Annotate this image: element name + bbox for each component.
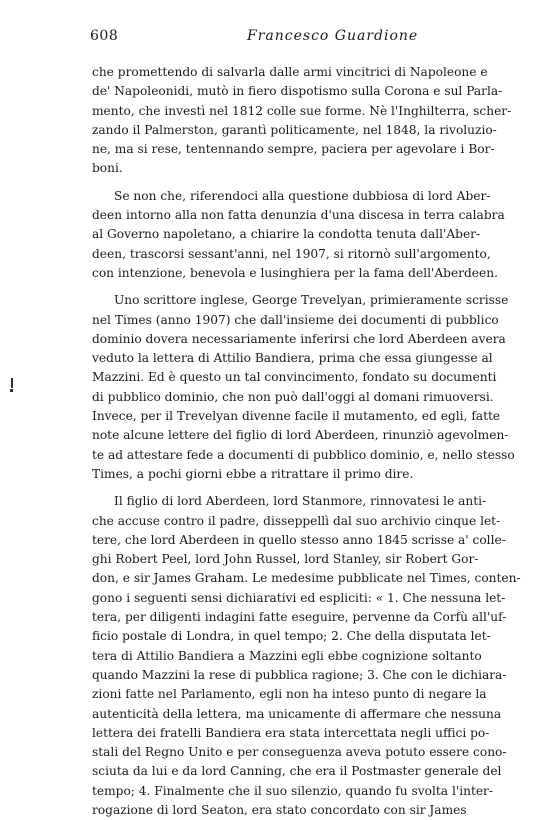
text-line: che accuse contro il padre, disseppellì dal suo archivio cinque let-: [92, 513, 501, 528]
running-title: Francesco Guardione: [247, 28, 419, 44]
text-line: zioni fatte nel Parlamento, egli non ha inteso punto di negare la: [92, 687, 487, 702]
text-line: tere, che lord Aberdeen in quello stesso anno 1845 scrisse a' colle-: [92, 532, 506, 547]
text-line: veduto la lettera di Attilio Bandiera, prima che essa giungesse al: [92, 351, 493, 366]
text-line: deen, trascorsi sessant'anni, nel 1907, si ritornò sull'argomento,: [92, 246, 491, 261]
text-line: Mazzini. Ed è questo un tal convincimento, fondato su documenti: [92, 370, 497, 385]
text-line: al Governo napoletano, a chiarire la condotta tenuta dall'Aber-: [92, 227, 481, 242]
running-head: [90, 28, 536, 50]
text-line: de' Napoleonidi, mutò in fiero dispotismo sulla Corona e sul Parla-: [92, 84, 503, 99]
text-line: ficio postale di Londra, in quel tempo; 2. Che della disputata let-: [92, 629, 491, 644]
text-line: boni.: [92, 161, 123, 176]
text-line: zando il Palmerston, garantì politicamente, nel 1848, la rivoluzio-: [92, 122, 497, 137]
text-line: tera, per diligenti indagini fatte eseguire, pervenne da Corfù all'uf-: [92, 610, 507, 625]
text-line: te ad attestare fede a documenti di pubblico dominio, e, nello stesso: [92, 447, 515, 462]
text-line: Se non che, riferendoci alla questione dubbiosa di lord Aber-: [114, 188, 491, 203]
text-line: con intenzione, benevola e lusinghiera per la fama dell'Aberdeen.: [92, 265, 498, 280]
margin-mark-dot: [10, 389, 13, 392]
text-line: che promettendo di salvarla dalle armi vincitrici di Napoleone e: [92, 65, 488, 79]
text-line: lettera dei fratelli Bandiera era stata intercettata negli uffici po-: [92, 725, 490, 740]
text-line: don, e sir James Graham. Le medesime pubblicate nel Times, conten-: [92, 571, 521, 586]
text-line: deen intorno alla non fatta denunzia d'una discesa in terra calabra: [92, 208, 505, 223]
text-line: Times, a pochi giorni ebbe a ritrattare il primo dire.: [92, 466, 414, 481]
paragraph-gap: [92, 179, 522, 187]
text-line: di pubblico dominio, che non può dall'oggi al domani rimuoversi.: [92, 389, 494, 404]
text-line: note alcune lettere del figlio di lord Aberdeen, rinunziò agevolmen-: [92, 428, 509, 443]
body-text: [92, 63, 522, 820]
paragraph: [92, 492, 522, 820]
paragraph: [92, 291, 522, 484]
text-line: sciuta da lui e da lord Canning, che era il Postmaster generale del: [92, 764, 502, 779]
paragraph: [92, 187, 522, 283]
text-line: ne, ma si rese, tentennando sempre, paciera per agevolare i Bor-: [92, 142, 495, 157]
paragraph-gap: [92, 484, 522, 492]
paragraph-gap: [92, 283, 522, 291]
text-line: Uno scrittore inglese, George Trevelyan, primieramente scrisse: [114, 293, 509, 308]
text-line: nel Times (anno 1907) che dall'insieme dei documenti di pubblico: [92, 312, 499, 327]
margin-mark: [11, 378, 13, 388]
text-line: stali del Regno Unito e per conseguenza aveva potuto essere cono-: [92, 745, 507, 760]
page-number: 608: [90, 28, 119, 44]
text-line: rogazione di lord Seaton, era stato concordato con sir James: [92, 802, 467, 817]
paragraph: [92, 63, 522, 179]
text-line: Il figlio di lord Aberdeen, lord Stanmore, rinnovatesi le anti-: [114, 494, 487, 509]
text-line: gono i seguenti sensi dichiarativi ed espliciti: « 1. Che nessuna let-: [92, 590, 506, 605]
text-line: Invece, per il Trevelyan divenne facile il mutamento, ed egli, fatte: [92, 409, 501, 424]
text-line: dominio dovera necessariamente inferirsi che lord Aberdeen avera: [92, 331, 506, 346]
text-line: quando Mazzini la rese di pubblica ragione; 3. Che con le dichiara-: [92, 667, 507, 682]
text-line: tempo; 4. Finalmente che il suo silenzio, quando fu svolta l'inter-: [92, 783, 493, 798]
text-line: mento, che investì nel 1812 colle sue forme. Nè l'Inghilterra, scher-: [92, 103, 512, 118]
text-line: tera di Attilio Bandiera a Mazzini egli ebbe cognizione soltanto: [92, 648, 482, 663]
text-line: autenticità della lettera, ma unicamente di affermare che nessuna: [92, 706, 502, 721]
text-line: ghi Robert Peel, lord John Russel, lord Stanley, sir Robert Gor-: [92, 552, 479, 567]
